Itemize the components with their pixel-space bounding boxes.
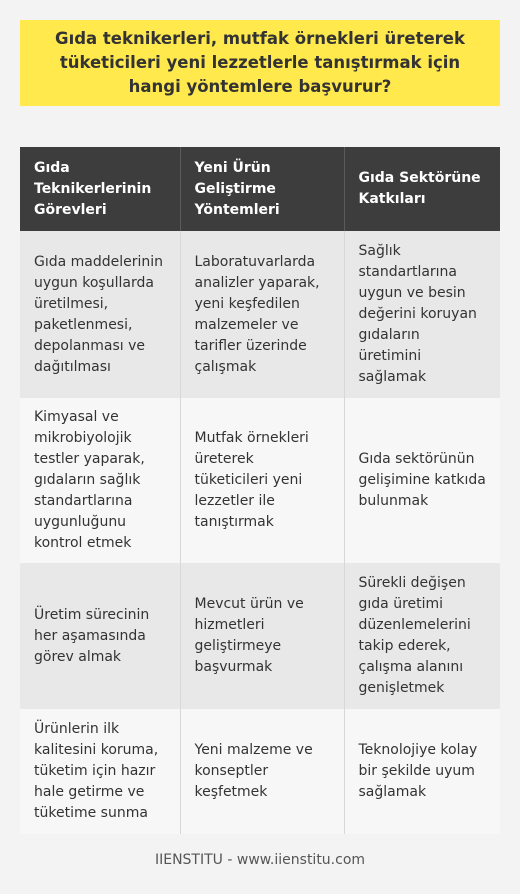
column-header: Gıda Teknikerlerinin Görevleri bbox=[20, 147, 180, 231]
table-row bbox=[20, 563, 500, 709]
footer-credit: IIENSTITU - www.iienstitu.com bbox=[154, 852, 366, 868]
table-header-row bbox=[20, 147, 500, 231]
table-row bbox=[20, 231, 500, 398]
table-cell: Mevcut ürün ve hizmetleri geliştirmeye başvurmak bbox=[180, 563, 344, 709]
page-title: Gıda teknikerleri, mutfak örnekleri üreterek tüketicileri yeni lezzetlerle tanıştırmak için hangi yöntemlere başvurur? bbox=[55, 29, 465, 96]
table-cell: Laboratuvarlarda analizler yaparak, yeni keşfedilen malzemeler ve tarifler üzerinde çalışmak bbox=[180, 231, 344, 398]
column-header: Gıda Sektörüne Katkıları bbox=[344, 147, 500, 231]
table-cell: Gıda sektörünün gelişimine katkıda bulunmak bbox=[344, 398, 500, 563]
table-cell: Sağlık standartlarına uygun ve besin değerini koruyan gıdaların üretimini sağlamak bbox=[344, 231, 500, 398]
table-cell: Gıda maddelerinin uygun koşullarda üretilmesi, paketlenmesi, depolanması ve dağıtılması bbox=[20, 231, 180, 398]
table-cell: Kimyasal ve mikrobiyolojik testler yaparak, gıdaların sağlık standartlarına uygunluğunu kontrol etmek bbox=[20, 398, 180, 563]
table-cell: Yeni malzeme ve konseptler keşfetmek bbox=[180, 709, 344, 834]
title-banner bbox=[20, 20, 500, 106]
table-cell: Sürekli değişen gıda üretimi düzenlemelerini takip ederek, çalışma alanını genişletmek bbox=[344, 563, 500, 709]
comparison-table bbox=[20, 147, 500, 834]
table-row bbox=[20, 398, 500, 563]
table-cell: Üretim sürecinin her aşamasında görev almak bbox=[20, 563, 180, 709]
table-row bbox=[20, 709, 500, 834]
column-header: Yeni Ürün Geliştirme Yöntemleri bbox=[180, 147, 344, 231]
table-cell: Ürünlerin ilk kalitesini koruma, tüketim için hazır hale getirme ve tüketime sunma bbox=[20, 709, 180, 834]
table-cell: Mutfak örnekleri üreterek tüketicileri yeni lezzetler ile tanıştırmak bbox=[180, 398, 344, 563]
table-cell: Teknolojiye kolay bir şekilde uyum sağlamak bbox=[344, 709, 500, 834]
